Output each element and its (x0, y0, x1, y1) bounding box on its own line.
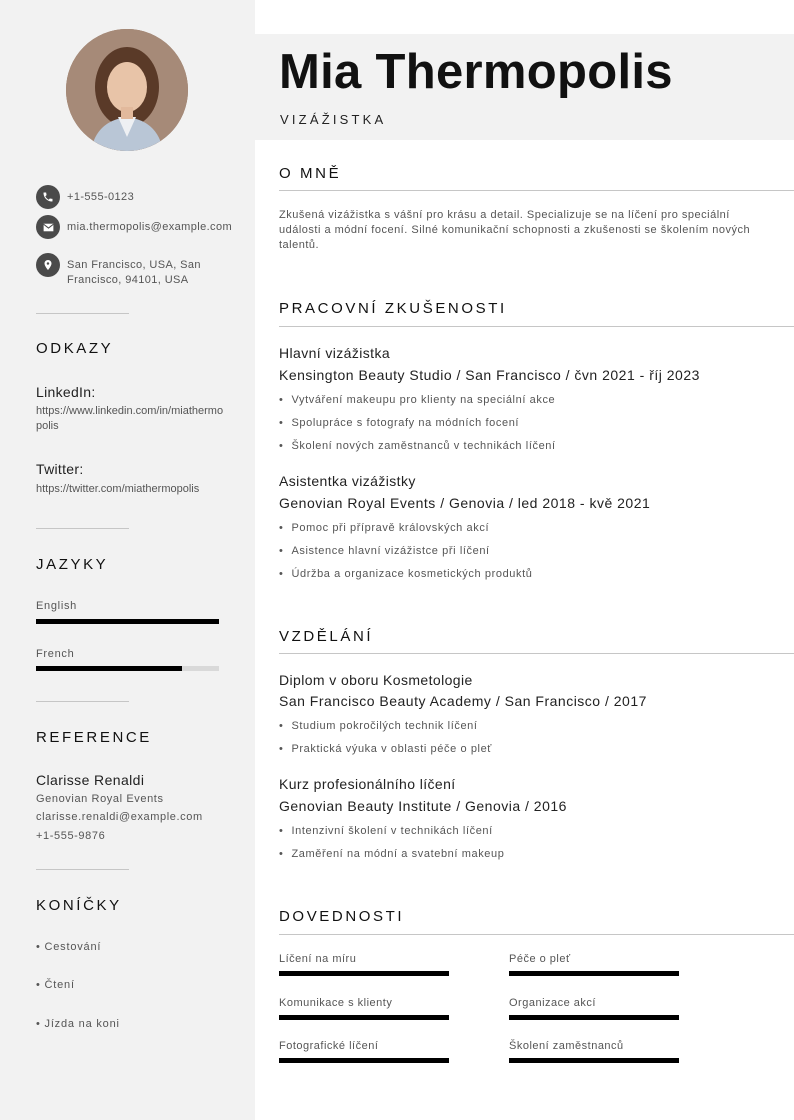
bullet-item: • Vytváření makeupu pro klienty na speciální akce (279, 393, 556, 416)
skill-name: Líčení na míru (279, 953, 357, 965)
contact-phone (36, 185, 219, 209)
hobby-item: • Čtení (36, 979, 75, 991)
skill-level-fill (509, 1015, 679, 1020)
hobby-label: Čtení (44, 979, 75, 991)
skill-level-bar (509, 1015, 679, 1020)
reference-heading: REFERENCE (36, 729, 152, 746)
hobby-label: Jízda na koni (44, 1018, 120, 1030)
profile-photo (66, 29, 188, 151)
section-rule (279, 934, 794, 935)
job-role: VIZÁŽISTKA (280, 112, 387, 127)
skill-name: Péče o pleť (509, 953, 571, 965)
full-name: Mia Thermopolis (279, 45, 673, 99)
education-institution: San Francisco Beauty Academy / San Francisco / 2017 (279, 693, 647, 709)
language-level-bar (36, 666, 219, 671)
job-organization: Kensington Beauty Studio / San Francisco / čvn 2021 - říj 2023 (279, 367, 700, 383)
bullet-item: • Údržba a organizace kosmetických produktů (279, 567, 533, 590)
skill-level-fill (509, 971, 679, 976)
skill-level-bar (509, 971, 679, 976)
reference-name: Clarisse Renaldi (36, 772, 145, 788)
job-organization: Genovian Royal Events / Genovia / led 2018 - kvě 2021 (279, 495, 651, 511)
bullet-item: • Spolupráce s fotografy na módních focení (279, 416, 556, 439)
skills-heading: DOVEDNOSTI (279, 908, 405, 925)
job-bullets (279, 521, 533, 590)
language-level-bar (36, 619, 219, 624)
twitter-link[interactable]: https://twitter.com/miathermopolis (36, 483, 200, 495)
skill-name: Komunikace s klienty (279, 997, 393, 1009)
skill-level-fill (279, 1015, 449, 1020)
divider (36, 313, 129, 314)
education-title: Kurz profesionálního líčení (279, 776, 456, 792)
reference-phone: +1-555-9876 (36, 830, 106, 842)
bullet-item: • Asistence hlavní vizážistce při líčení (279, 544, 533, 567)
location-pin-icon (36, 253, 60, 277)
bullet-item: • Pomoc při přípravě královských akcí (279, 521, 533, 544)
bullet-item: • Školení nových zaměstnanců v technikách líčení (279, 439, 556, 462)
envelope-icon (36, 215, 60, 239)
hobby-item: • Cestování (36, 941, 102, 953)
divider (36, 701, 129, 702)
reference-company: Genovian Royal Events (36, 793, 164, 805)
skill-level-bar (279, 1015, 449, 1020)
section-rule (279, 326, 794, 327)
job-title: Asistentka vizážistky (279, 473, 416, 489)
contact-email (36, 215, 233, 239)
bullet-item: • Intenzivní školení v technikách líčení (279, 824, 504, 847)
education-institution: Genovian Beauty Institute / Genovia / 2016 (279, 798, 567, 814)
section-rule (279, 190, 794, 191)
education-bullets (279, 719, 492, 765)
skill-level-bar (509, 1058, 679, 1063)
phone-icon (36, 185, 60, 209)
skill-level-bar (279, 971, 449, 976)
address-text: San Francisco, USA, San Francisco, 94101, USA (67, 259, 201, 286)
divider (36, 528, 129, 529)
main-content (255, 0, 794, 1120)
languages-heading: JAZYKY (36, 556, 109, 573)
phone-text: +1-555-0123 (67, 191, 135, 203)
section-rule (279, 653, 794, 654)
reference-email[interactable]: clarisse.renaldi@example.com (36, 811, 203, 823)
job-bullets (279, 393, 556, 462)
about-heading: O MNĚ (279, 165, 342, 182)
education-bullets (279, 824, 504, 870)
contact-address (36, 253, 219, 288)
email-text[interactable]: mia.thermopolis@example.com (67, 221, 233, 233)
divider (36, 869, 129, 870)
hobby-item: • Jízda na koni (36, 1018, 120, 1030)
language-name: French (36, 648, 75, 660)
hobby-label: Cestování (44, 941, 102, 953)
links-heading: ODKAZY (36, 340, 114, 357)
skill-level-fill (509, 1058, 679, 1063)
skill-name: Fotografické líčení (279, 1040, 379, 1052)
skill-level-fill (279, 1058, 449, 1063)
sidebar (0, 0, 255, 1120)
language-level-fill (36, 666, 182, 671)
education-heading: VZDĚLÁNÍ (279, 628, 374, 645)
experience-heading: PRACOVNÍ ZKUŠENOSTI (279, 300, 507, 317)
skill-level-fill (279, 971, 449, 976)
education-title: Diplom v oboru Kosmetologie (279, 672, 473, 688)
linkedin-label: LinkedIn: (36, 384, 96, 400)
bullet-item: • Zaměření na módní a svatební makeup (279, 847, 504, 870)
skill-name: Organizace akcí (509, 997, 596, 1009)
linkedin-link[interactable]: https://www.linkedin.com/in/miathermopolis (36, 405, 224, 432)
bullet-item: • Studium pokročilých technik líčení (279, 719, 492, 742)
language-level-fill (36, 619, 219, 624)
skill-level-bar (279, 1058, 449, 1063)
job-title: Hlavní vizážistka (279, 345, 391, 361)
hobbies-heading: KONÍČKY (36, 897, 122, 914)
bullet-item: • Praktická výuka v oblasti péče o pleť (279, 742, 492, 765)
twitter-label: Twitter: (36, 461, 84, 477)
language-name: English (36, 600, 77, 612)
about-text: Zkušená vizážistka s vášní pro krásu a detail. Specializuje se na líčení pro speciální události a módní focení. Silné komunikační schopnosti a zkušenosti se školením nových talentů. (279, 209, 751, 251)
skill-name: Školení zaměstnanců (509, 1040, 624, 1052)
